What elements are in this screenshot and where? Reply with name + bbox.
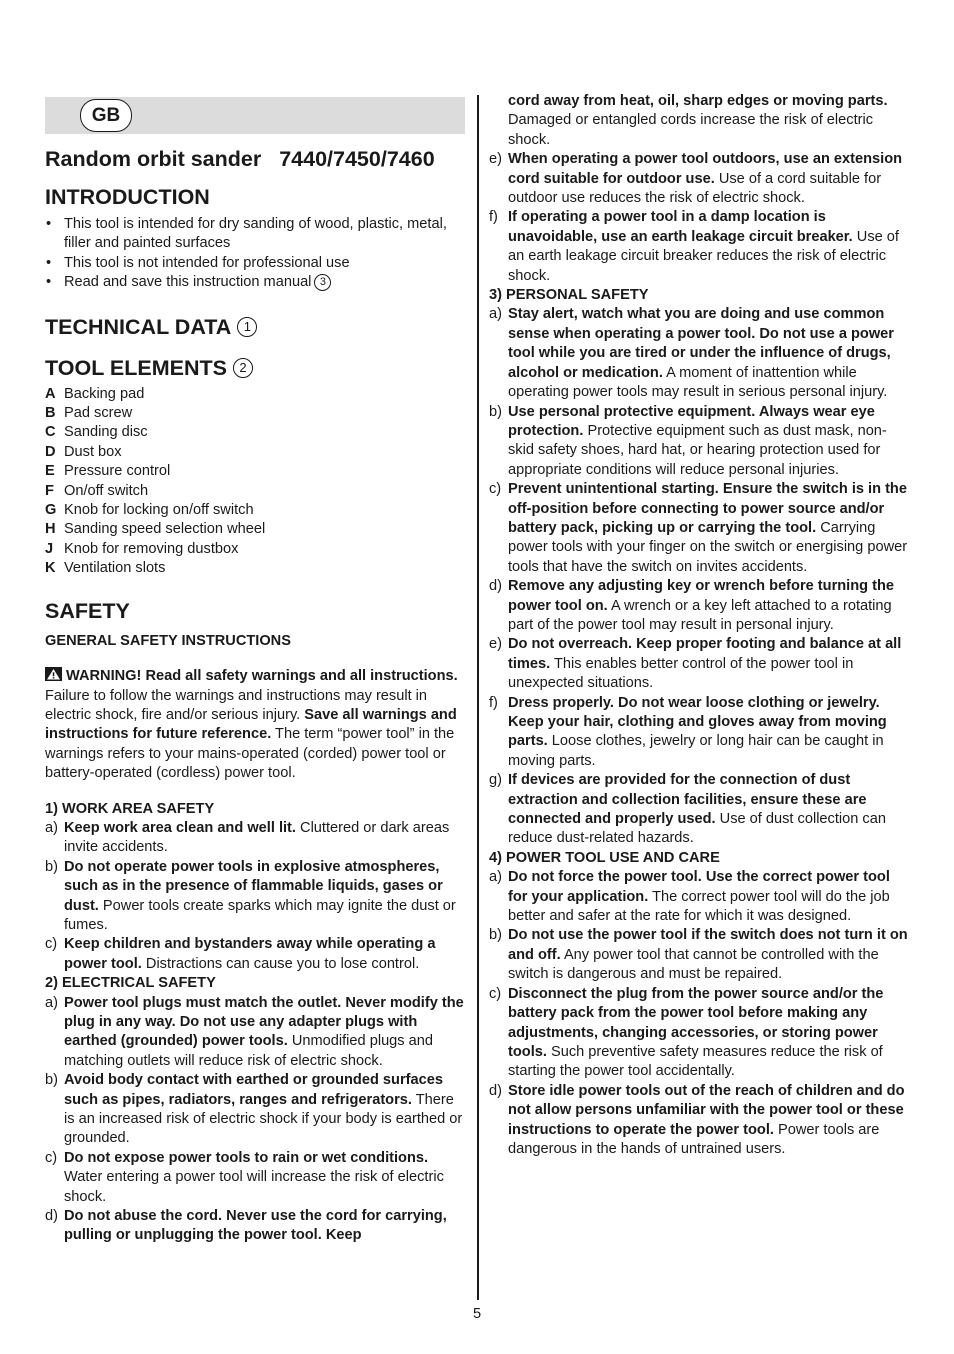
list-item: K Ventilation slots [45, 560, 166, 577]
list-item: b) Avoid body contact with earthed or grounded surfaces such as pipes, radiators, ranges and refrigerators. There is an increased risk of electric shock if your body is earthed or grounded. [45, 1072, 463, 1147]
technical-data-heading: TECHNICAL DATA 1 [45, 314, 465, 340]
product-title [45, 146, 465, 172]
list-item: b) Use personal protective equipment. Always wear eye protection. Protective equipment such as dust mask, non-skid safety shoes, hard hat, or hearing protection used for appropriate conditions will reduce personal injuries. [489, 403, 887, 478]
column-divider [477, 95, 479, 1300]
work-area-safety-heading: 1) WORK AREA SAFETY [45, 800, 215, 817]
figure-ref-badge: 1 [237, 317, 257, 337]
list-item: f) Dress properly. Do not wear loose clothing or jewelry. Keep your hair, clothing and gloves away from moving parts. Loose clothes, jewelry or long hair can be caught in moving parts. [489, 694, 887, 769]
list-item: • Read and save this instruction manual 3 [45, 273, 465, 292]
list-item: c) Do not expose power tools to rain or wet conditions. Water entering a power tool will increase the risk of electric shock. [45, 1149, 444, 1205]
list-item: g) If devices are provided for the connection of dust extraction and collection facilities, ensure these are connected and properly used. Use of dust collection can reduce dust-related hazards. [489, 772, 886, 847]
safety-heading: SAFETY [45, 598, 130, 623]
list-item: f) If operating a power tool in a damp location is unavoidable, use an earth leakage circuit breaker. Use of an earth leakage circuit breaker reduces the risk of electric shock. [489, 209, 899, 284]
list-item: C Sanding disc [45, 424, 148, 441]
list-item: • This tool is not intended for professional use [45, 254, 465, 273]
list-item: d) Remove any adjusting key or wrench before turning the power tool on. A wrench or a key left attached to a rotating part of the power tool may result in personal injury. [489, 578, 895, 633]
electrical-safety-heading: 2) ELECTRICAL SAFETY [45, 975, 216, 992]
list-item: b) Do not operate power tools in explosive atmospheres, such as in the presence of flammable liquids, gases or dust. Power tools create sparks which may ignite the dust or fumes. [45, 858, 456, 933]
right-column [489, 92, 911, 1159]
list-item: B Pad screw [45, 405, 133, 422]
model-numbers: 7440/7450/7460 [279, 147, 435, 171]
figure-ref-badge: 3 [314, 274, 331, 291]
general-safety-heading: GENERAL SAFETY INSTRUCTIONS [45, 632, 291, 649]
list-item: F On/off switch [45, 482, 149, 499]
list-item-continued: cord away from heat, oil, sharp edges or moving parts. Damaged or entangled cords increase the risk of electric shock. [508, 93, 888, 148]
list-item: E Pressure control [45, 463, 171, 480]
figure-ref-badge: 2 [233, 358, 253, 378]
tool-elements-list [45, 385, 465, 579]
item-3d-bold-part-2: cord away from heat, oil, sharp edges or moving parts. [508, 93, 888, 109]
introduction-heading: INTRODUCTION [45, 185, 210, 209]
list-item: d) Store idle power tools out of the reach of children and do not allow persons unfamiliar with the power tool or these instructions to operate the power tool. Power tools are dangerous in the hands of untrained users. [489, 1082, 905, 1157]
left-column [45, 92, 465, 1246]
product-name: Random orbit sander [45, 147, 262, 171]
introduction-list [45, 215, 465, 293]
list-item: a) Stay alert, watch what you are doing and use common sense when operating a power tool. Do not use a power tool while you are tired or under the influence of drugs, alcohol or medication. A moment of inattention while operating power tools may result in serious personal injury. [489, 306, 894, 401]
list-item: G Knob for locking on/off switch [45, 502, 254, 519]
list-item: a) Power tool plugs must match the outlet. Never modify the plug in any way. Do not use any adapter plugs with earthed (grounded) power tools. Unmodified plugs and matching outlets will reduce risk of electric shock. [45, 994, 464, 1069]
list-item: c) Keep children and bystanders away while operating a power tool. Distractions can cause you to lose control. [45, 936, 436, 972]
list-item: c) Disconnect the plug from the power source and/or the battery pack from the power tool before making any adjustments, changing accessories, or storing power tools. Such preventive safety measures reduce the risk of starting the power tool accidentally. [489, 985, 884, 1080]
list-item: a) Keep work area clean and well lit. Cluttered or dark areas invite accidents. [45, 819, 450, 856]
list-item: e) Do not overreach. Keep proper footing and balance at all times. This enables better control of the power tool in unexpected situations. [489, 636, 902, 692]
list-item: • This tool is intended for dry sanding of wood, plastic, metal, filler and painted surfaces [45, 215, 465, 254]
personal-safety-heading: 3) PERSONAL SAFETY [489, 287, 649, 304]
tool-elements-heading: TOOL ELEMENTS 2 [45, 355, 465, 381]
list-item: J Knob for removing dustbox [45, 540, 239, 557]
power-tool-use-heading: 4) POWER TOOL USE AND CARE [489, 849, 720, 866]
list-item: e) When operating a power tool outdoors, use an extension cord suitable for outdoor use. Use of a cord suitable for outdoor use reduces the risk of electric shock. [489, 151, 903, 207]
language-bar [45, 97, 465, 134]
list-item: H Sanding speed selection wheel [45, 521, 266, 538]
page-number: 5 [472, 1306, 482, 1322]
language-badge: GB [80, 99, 132, 132]
list-item: D Dust box [45, 443, 122, 460]
list-item: a) Do not force the power tool. Use the correct power tool for your application. The correct power tool will do the job better and safer at the rate for which it was designed. [489, 869, 890, 925]
list-item: b) Do not use the power tool if the switch does not turn it on and off. Any power tool that cannot be controlled with the switch is dangerous and must be repaired. [489, 927, 908, 983]
list-item: c) Prevent unintentional starting. Ensure the switch is in the off-position before connecting to power source and/or battery pack, picking up or carrying the tool. Carrying power tools with your finger on the switch or energising power tools that have the switch on invites accidents. [489, 481, 908, 575]
warning-triangle-icon [45, 667, 62, 681]
list-item: d) Do not abuse the cord. Never use the cord for carrying, pulling or unplugging the power tool. Keep [45, 1208, 447, 1244]
item-3d-bold-part-1: Do not abuse the cord. Never use the cord for carrying, pulling or unplugging the power tool. Keep [64, 1208, 447, 1244]
list-item: A Backing pad [45, 385, 145, 402]
warning-paragraph: WARNING! Read all safety warnings and all instructions. Failure to follow the warnings and instructions may result in electric shock, fire and/or serious injury. Save all warnings and instructions for future reference. The term “power tool” in the warnings refers to your mains-operated (corded) power tool or battery-operated (cordless) power tool. [45, 668, 458, 782]
